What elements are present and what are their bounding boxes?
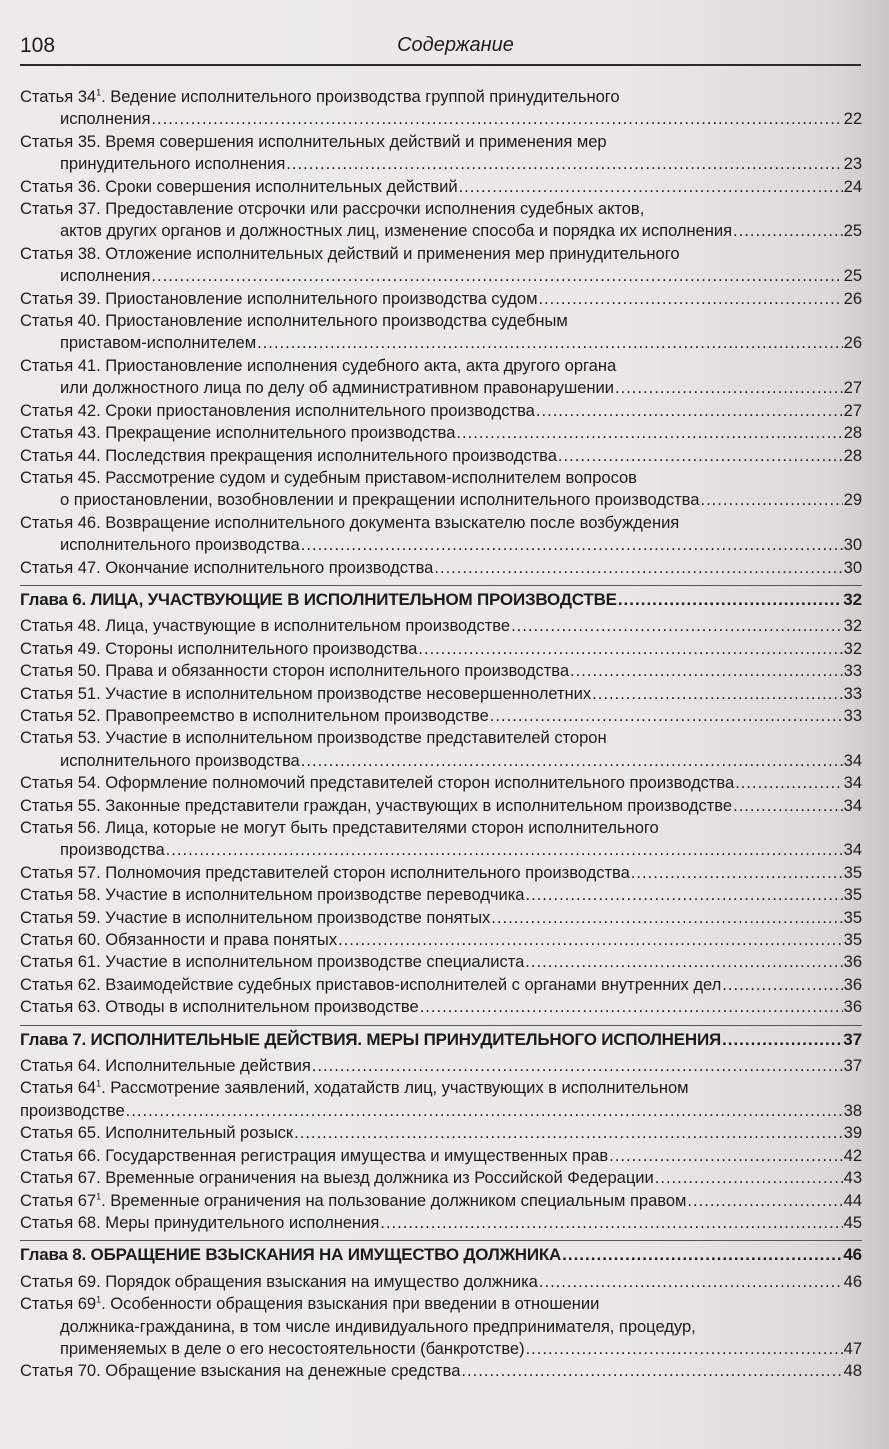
toc-page-number: 35: [843, 907, 862, 927]
toc-page-number: 34: [843, 840, 862, 860]
toc-article-entry[interactable]: [20, 1077, 862, 1122]
dot-leader: [151, 108, 842, 130]
toc-article-entry[interactable]: [20, 288, 862, 310]
dot-leader: [562, 1244, 842, 1266]
toc-entry-title: исполнительного производства: [60, 535, 300, 555]
dot-leader: [592, 683, 843, 705]
toc-entry-title: Статья 57. Полномочия представителей сторон исполнительного производства: [20, 862, 630, 882]
toc-entry-title: Статья 48. Лица, участвующие в исполнительном производстве: [20, 616, 511, 636]
toc-page-number: 42: [843, 1145, 862, 1165]
toc-entry-title: Статья 43. Прекращение исполнительного производства: [20, 423, 456, 443]
dot-leader: [151, 265, 842, 287]
toc-entry-title: Статья 61. Участие в исполнительном производстве специалиста: [20, 952, 525, 972]
toc-entry-title: Статья 67. Временные ограничения на выезд должника из Российской Федерации: [20, 1168, 654, 1188]
dot-leader: [126, 1100, 843, 1122]
toc-article-entry[interactable]: [20, 884, 862, 906]
superscript: 1: [96, 1190, 102, 1201]
dot-leader: [286, 153, 842, 175]
toc-article-entry[interactable]: [20, 660, 862, 682]
toc-article-entry[interactable]: [20, 1145, 862, 1167]
toc-article-entry[interactable]: [20, 400, 862, 422]
toc-entry-title: Глава 8. ОБРАЩЕНИЕ ВЗЫСКАНИЯ НА ИМУЩЕСТВО ДОЛЖНИКА: [20, 1245, 562, 1265]
toc-entry-title: Статья 36. Сроки совершения исполнительных действий: [20, 176, 458, 196]
toc-article-entry[interactable]: [20, 727, 862, 772]
toc-entry-title: применяемых в деле о его несостоятельности (банкротстве): [60, 1338, 525, 1358]
toc-article-entry[interactable]: [20, 445, 862, 467]
dot-leader: [312, 1055, 843, 1077]
toc-page-number: 48: [843, 1361, 862, 1381]
dot-leader: [538, 288, 842, 310]
dot-leader: [166, 839, 843, 861]
toc-page-number: 32: [843, 638, 862, 658]
toc-article-entry[interactable]: [20, 557, 862, 579]
toc-entry-line: Статья $69^1$. Особенности обращения взыскания при введении в отношении: [20, 1294, 600, 1314]
toc-page-number: 23: [843, 154, 862, 174]
toc-entry-title: о приостановлении, возобновлении и прекращении исполнительного производства: [60, 490, 700, 510]
toc-article-entry[interactable]: [20, 355, 862, 400]
toc-article-entry[interactable]: [20, 772, 862, 794]
table-of-contents: [20, 86, 862, 1383]
toc-entry-title: Статья 62. Взаимодействие судебных приставов-исполнителей с органами внутренних дел: [20, 974, 722, 994]
toc-article-entry[interactable]: [20, 907, 862, 929]
toc-page-number: 38: [843, 1100, 862, 1120]
toc-article-entry[interactable]: [20, 243, 862, 288]
toc-entry-title: исполнительного производства: [60, 750, 300, 770]
toc-entry-line: Статья 46. Возвращение исполнительного документа взыскателю после возбуждения: [20, 512, 680, 532]
toc-article-entry[interactable]: [20, 422, 862, 444]
toc-entry-title: Статья 70. Обращение взыскания на денежные средства: [20, 1361, 461, 1381]
dot-leader: [558, 445, 843, 467]
toc-article-entry[interactable]: [20, 1055, 862, 1077]
dot-leader: [525, 951, 842, 973]
toc-entry-title: исполнения: [60, 266, 151, 286]
dot-leader: [570, 660, 843, 682]
toc-entry-title: Статья 39. Приостановление исполнительного производства судом: [20, 288, 538, 308]
dot-leader: [722, 1029, 842, 1051]
superscript: 1: [96, 1294, 102, 1305]
toc-entry-line: Статья 56. Лица, которые не могут быть представителями сторон исполнительного: [20, 818, 659, 837]
toc-entry-title: или должностного лица по делу об административном правонарушении: [60, 378, 614, 398]
toc-page-number: 34: [843, 750, 862, 770]
page-number: 108: [20, 34, 56, 57]
toc-entry-title: Статья 60. Обязанности и права понятых: [20, 930, 338, 950]
dot-leader: [459, 176, 843, 198]
dot-leader: [609, 1145, 842, 1167]
toc-page-number: 37: [843, 1029, 862, 1049]
toc-page-number: 45: [843, 1212, 862, 1232]
toc-article-entry[interactable]: [20, 86, 862, 131]
toc-page-number: 26: [843, 288, 862, 308]
toc-entry-line: Статья 35. Время совершения исполнительных действий и применения мер: [20, 131, 607, 151]
toc-entry-title: производстве: [20, 1100, 125, 1120]
dot-leader: [733, 795, 843, 817]
dot-leader: [735, 772, 842, 794]
toc-entry-title: Статья 50. Права и обязанности сторон исполнительного производства: [20, 661, 570, 681]
toc-article-entry[interactable]: [20, 996, 862, 1018]
dot-leader: [456, 422, 842, 444]
dot-leader: [338, 929, 843, 951]
toc-article-entry[interactable]: [20, 467, 862, 512]
toc-page-number: 46: [843, 1245, 862, 1265]
toc-entry-title: Глава 6. ЛИЦА, УЧАСТВУЮЩИЕ В ИСПОЛНИТЕЛЬНОМ ПРОИЗВОДСТВЕ: [20, 589, 617, 609]
superscript: 1: [96, 87, 102, 98]
toc-chapter-entry[interactable]: [20, 1025, 862, 1051]
toc-page-number: 30: [843, 557, 862, 577]
dot-leader: [511, 615, 843, 637]
toc-page-number: 35: [843, 862, 862, 882]
toc-article-entry[interactable]: [20, 310, 862, 355]
toc-page-number: 37: [843, 1056, 862, 1076]
toc-page-number: 36: [843, 952, 862, 972]
toc-entry-line: Статья $64^1$. Рассмотрение заявлений, ходатайств лиц, участвующих в исполнительном: [20, 1078, 689, 1098]
toc-entry-line: Статья 45. Рассмотрение судом и судебным приставом-исполнителем вопросов: [20, 467, 637, 487]
dot-leader: [700, 489, 842, 511]
toc-entry-title: принудительного исполнения: [60, 154, 286, 174]
dot-leader: [257, 332, 843, 354]
toc-entry-title: Статья 47. Окончание исполнительного производства: [20, 557, 434, 577]
toc-article-entry[interactable]: [20, 131, 862, 176]
toc-entry-line: Статья $34^1$. Ведение исполнительного производства группой принудительного: [20, 87, 620, 106]
running-title: Содержание: [397, 34, 514, 56]
toc-entry-title: Статья 63. Отводы в исполнительном производстве: [20, 997, 419, 1017]
dot-leader: [491, 907, 842, 929]
toc-entry-line: Статья 40. Приостановление исполнительного производства судебным: [20, 311, 568, 331]
toc-page-number: 28: [843, 445, 862, 465]
toc-entry-title: Статья $67^1$. Временные ограничения на пользование должником специальным правом: [20, 1190, 687, 1210]
toc-entry-title: Статья 49. Стороны исполнительного производства: [20, 638, 418, 658]
toc-page-number: 47: [843, 1338, 862, 1358]
dot-leader: [655, 1167, 843, 1189]
toc-entry-title: Статья 69. Порядок обращения взыскания на имущество должника: [20, 1271, 538, 1291]
toc-article-entry[interactable]: [20, 951, 862, 973]
dot-leader: [526, 1338, 843, 1360]
toc-page-number: 24: [843, 176, 862, 196]
toc-article-entry[interactable]: [20, 1360, 862, 1382]
toc-entry-title: Глава 7. ИСПОЛНИТЕЛЬНЫЕ ДЕЙСТВИЯ. МЕРЫ ПРИНУДИТЕЛЬНОГО ИСПОЛНЕНИЯ: [20, 1029, 722, 1049]
superscript: 1: [96, 1078, 102, 1089]
toc-article-entry[interactable]: [20, 974, 862, 996]
toc-page-number: 33: [843, 661, 862, 681]
toc-entry-title: производства: [60, 840, 165, 860]
toc-entry-line: Статья 38. Отложение исполнительных действий и применения мер принудительного: [20, 243, 680, 263]
toc-article-entry[interactable]: [20, 638, 862, 660]
toc-page-number: 26: [843, 333, 862, 353]
toc-article-entry[interactable]: [20, 1167, 862, 1189]
dot-leader: [733, 220, 843, 242]
toc-article-entry[interactable]: [20, 1190, 862, 1212]
dot-leader: [301, 750, 843, 772]
toc-article-entry[interactable]: [20, 795, 862, 817]
toc-entry-title: исполнения: [60, 109, 151, 129]
toc-article-entry[interactable]: [20, 817, 862, 862]
dot-leader: [539, 1271, 843, 1293]
toc-entry-line: Статья 37. Предоставление отсрочки или рассрочки исполнения судебных актов,: [20, 199, 645, 219]
toc-article-entry[interactable]: [20, 929, 862, 951]
toc-article-entry[interactable]: [20, 683, 862, 705]
toc-entry-title: Статья 52. Правопреемство в исполнительном производстве: [20, 705, 489, 725]
toc-chapter-entry[interactable]: [20, 585, 862, 611]
dot-leader: [294, 1122, 843, 1144]
toc-entry-title: Статья 59. Участие в исполнительном производстве понятых: [20, 907, 491, 927]
dot-leader: [420, 996, 843, 1018]
toc-page-number: 35: [843, 930, 862, 950]
toc-entry-line: должника-гражданина, в том числе индивидуального предпринимателя, процедур,: [60, 1316, 696, 1336]
toc-entry-line: Статья 41. Приостановление исполнения судебного акта, акта другого органа: [20, 355, 617, 375]
toc-entry-line: Статья 53. Участие в исполнительном производстве представителей сторон: [20, 728, 607, 748]
toc-article-entry[interactable]: [20, 1271, 862, 1293]
toc-page-number: 25: [843, 266, 862, 286]
dot-leader: [434, 557, 842, 579]
toc-page-number: 32: [843, 616, 862, 636]
dot-leader: [615, 377, 843, 399]
toc-entry-title: Статья 55. Законные представители граждан, участвующих в исполнительном производстве: [20, 795, 733, 815]
toc-page-number: 39: [843, 1123, 862, 1143]
toc-entry-title: приставом-исполнителем: [60, 333, 257, 353]
toc-page-number: 46: [843, 1271, 862, 1291]
toc-page-number: 35: [843, 885, 862, 905]
toc-page-number: 34: [843, 795, 862, 815]
toc-entry-title: Статья 58. Участие в исполнительном производстве переводчика: [20, 885, 525, 905]
dot-leader: [631, 862, 843, 884]
toc-article-entry[interactable]: [20, 1293, 862, 1360]
toc-entry-title: Статья 64. Исполнительные действия: [20, 1056, 311, 1076]
toc-article-entry[interactable]: [20, 176, 862, 198]
toc-article-entry[interactable]: [20, 862, 862, 884]
toc-page-number: 33: [843, 705, 862, 725]
toc-page-number: 36: [843, 997, 862, 1017]
toc-page-number: 22: [843, 109, 862, 129]
dot-leader: [301, 534, 843, 556]
running-head: [20, 34, 861, 66]
dot-leader: [687, 1190, 842, 1212]
toc-page-number: 36: [843, 974, 862, 994]
dot-leader: [525, 884, 842, 906]
toc-entry-title: Статья 68. Меры принудительного исполнения: [20, 1212, 380, 1232]
dot-leader: [722, 974, 842, 996]
toc-article-entry[interactable]: [20, 512, 862, 557]
toc-page-number: 28: [843, 423, 862, 443]
toc-entry-title: Статья 51. Участие в исполнительном производстве несовершеннолетних: [20, 683, 592, 703]
toc-article-entry[interactable]: [20, 705, 862, 727]
toc-article-entry[interactable]: [20, 1122, 862, 1144]
toc-page-number: 33: [843, 683, 862, 703]
toc-page-number: 29: [843, 490, 862, 510]
toc-article-entry[interactable]: [20, 198, 862, 243]
dot-leader: [536, 400, 843, 422]
toc-page-number: 30: [843, 535, 862, 555]
dot-leader: [461, 1360, 842, 1382]
dot-leader: [490, 705, 843, 727]
toc-entry-title: актов других органов и должностных лиц, изменение способа и порядка их исполнения: [60, 221, 733, 241]
toc-article-entry[interactable]: [20, 615, 862, 637]
toc-chapter-entry[interactable]: [20, 1240, 862, 1266]
dot-leader: [380, 1212, 842, 1234]
toc-page-number: 27: [843, 378, 862, 398]
toc-page-number: 34: [843, 773, 862, 793]
toc-entry-title: Статья 65. Исполнительный розыск: [20, 1123, 294, 1143]
toc-page-number: 44: [843, 1190, 862, 1210]
toc-entry-title: Статья 66. Государственная регистрация имущества и имущественных прав: [20, 1145, 609, 1165]
toc-page-number: 25: [843, 221, 862, 241]
toc-entry-title: Статья 42. Сроки приостановления исполнительного производства: [20, 400, 535, 420]
dot-leader: [418, 638, 842, 660]
dot-leader: [618, 589, 842, 611]
toc-page-number: 27: [843, 400, 862, 420]
toc-page-number: 32: [843, 589, 862, 609]
toc-article-entry[interactable]: [20, 1212, 862, 1234]
toc-entry-title: Статья 44. Последствия прекращения исполнительного производства: [20, 445, 557, 465]
toc-entry-title: Статья 54. Оформление полномочий представителей сторон исполнительного производства: [20, 773, 735, 793]
toc-page-number: 43: [843, 1168, 862, 1188]
